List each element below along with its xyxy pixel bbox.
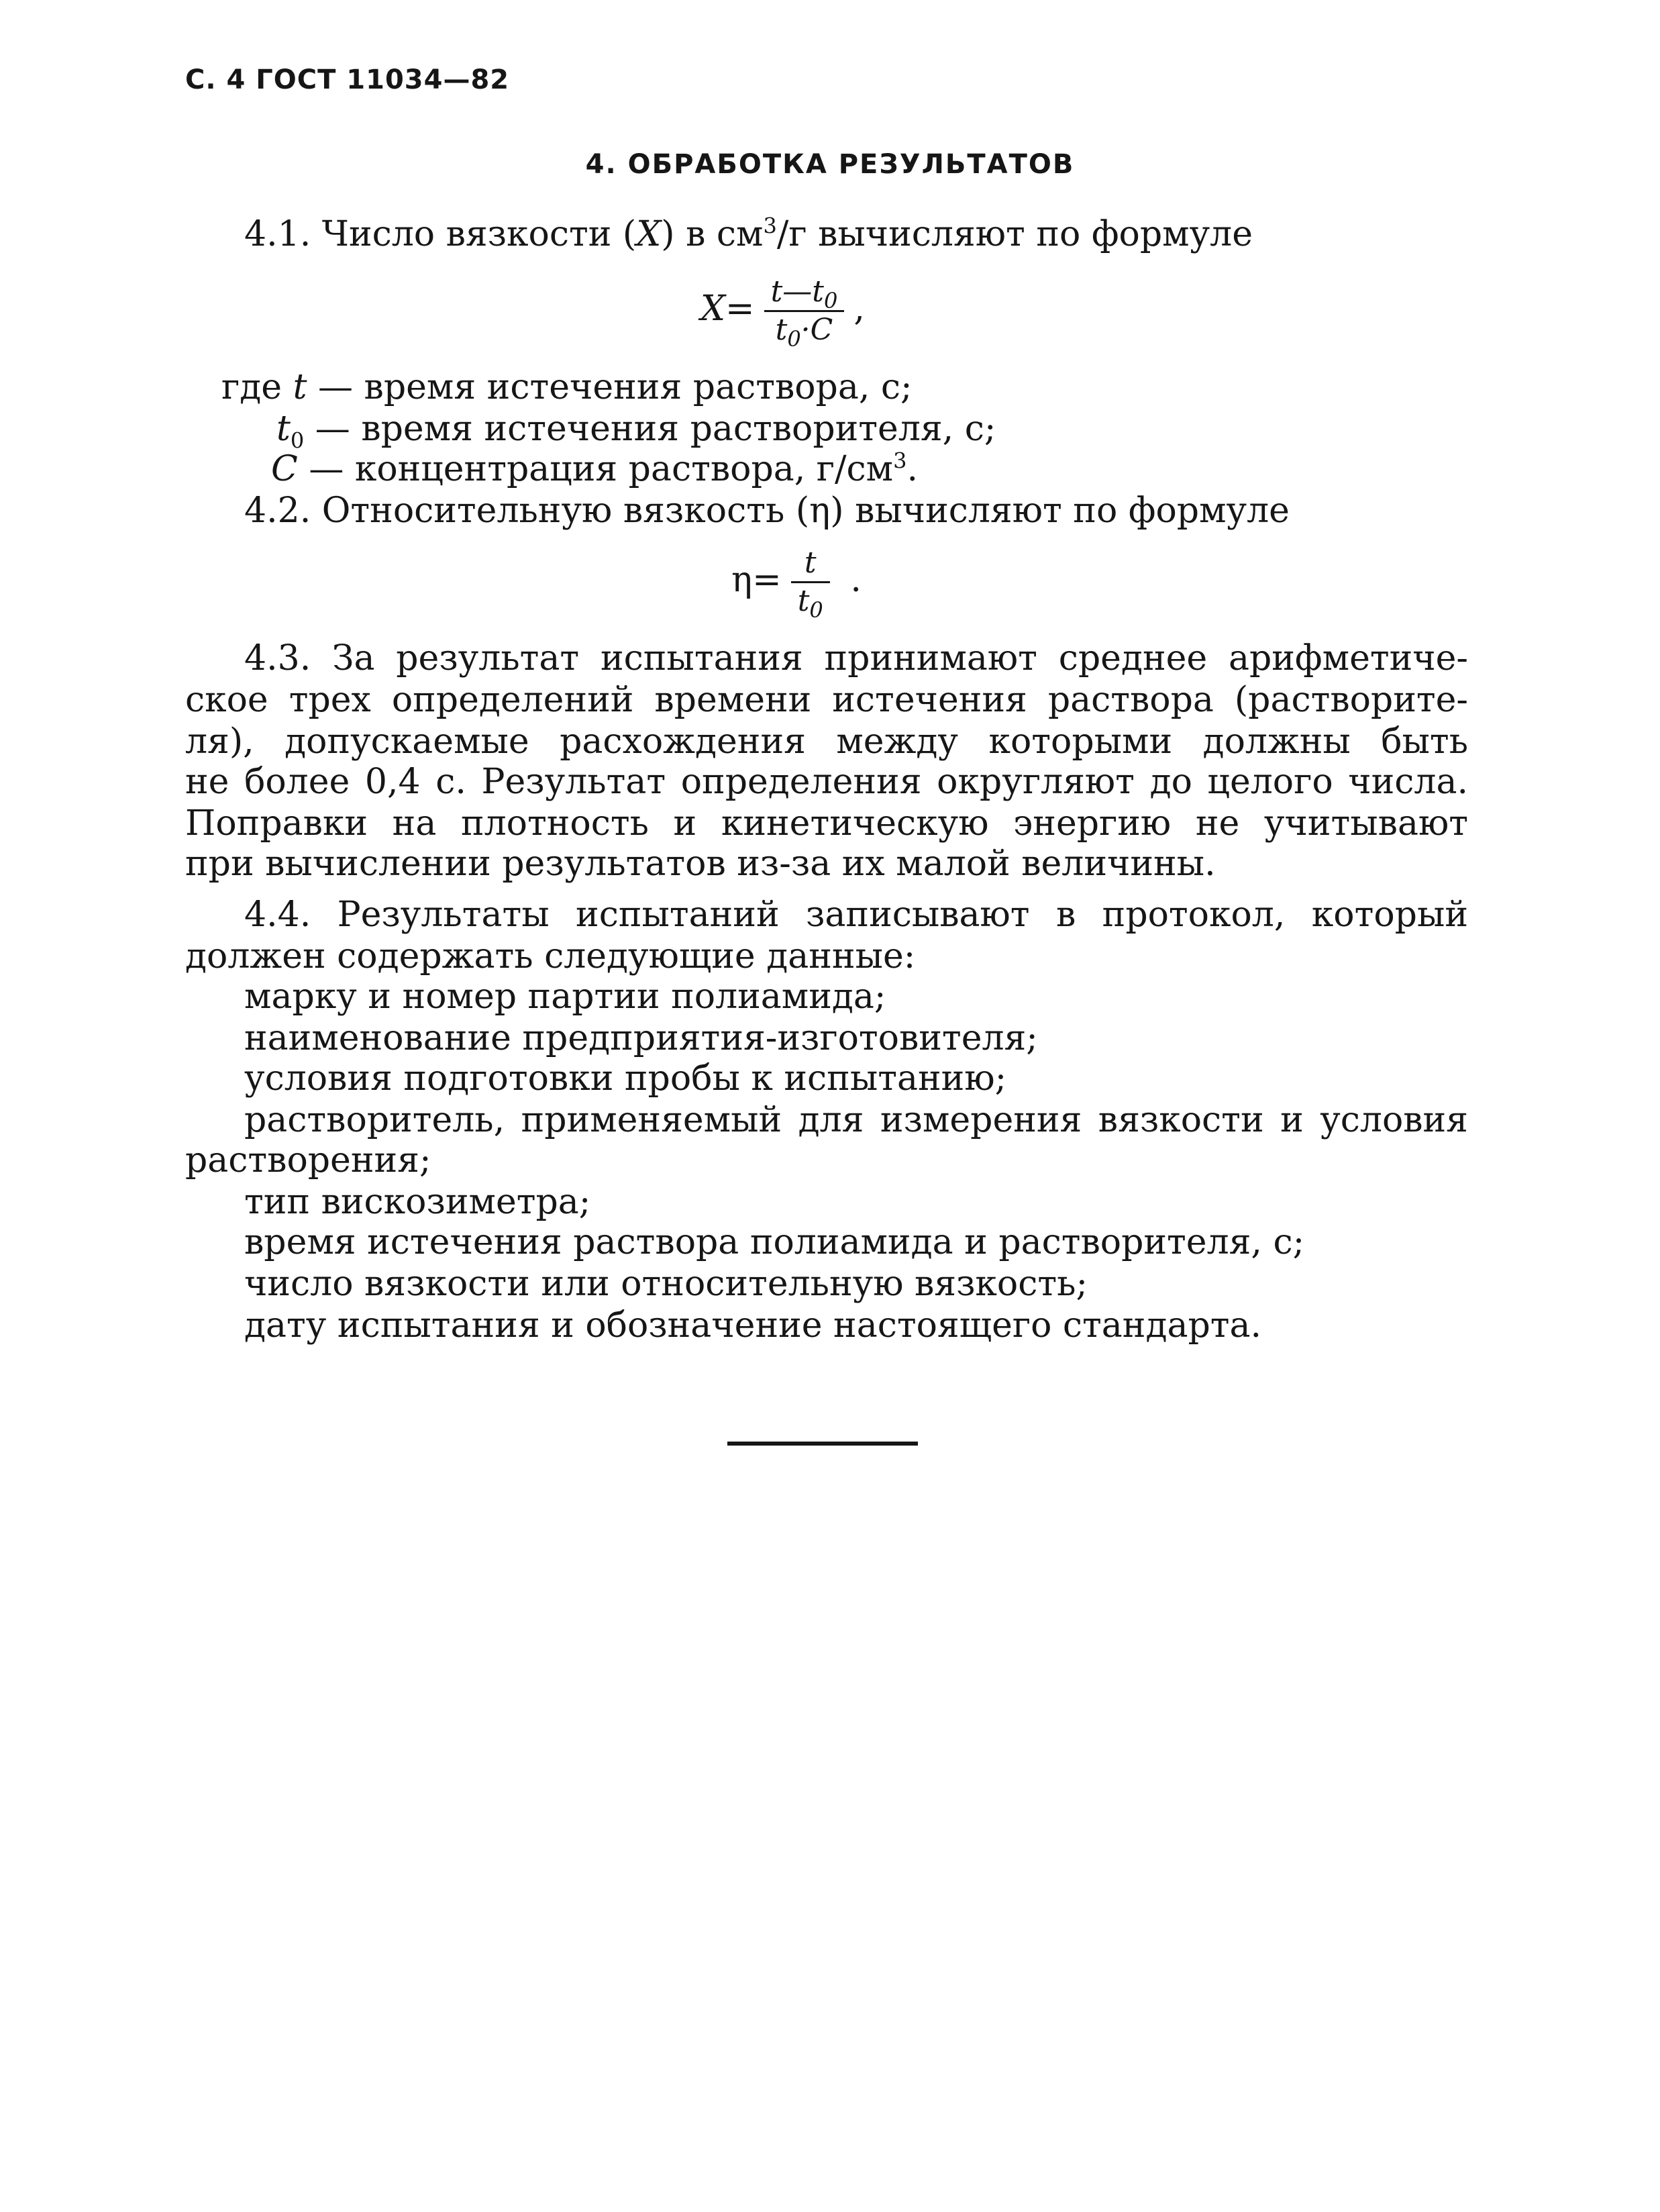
paragraph-4-3-line: ля), допускаемые расхождения между которыми должны быть — [185, 721, 1468, 762]
section-title: 4. ОБРАБОТКА РЕЗУЛЬТАТОВ — [585, 149, 1075, 180]
list-item: время истечения раствора полиамида и растворителя, с; — [244, 1222, 1305, 1262]
paragraph-4-1: 4.1. Число вязкости (X) в $см^3/г$ вычисляют по формуле — [244, 213, 1253, 254]
list-item: тип вискозиметра; — [244, 1182, 591, 1222]
paragraph-4-4-line: 4.4. Результаты испытаний записывают в протокол, который — [244, 895, 1468, 935]
fraction: $\frac{t}{t_0}$ — [791, 545, 830, 619]
where-line-c: C — концентрация раствора, $г/см^3$. — [271, 448, 919, 489]
list-item: число вязкости или относительную вязкость; — [244, 1264, 1088, 1304]
list-item: марку и номер партии полиамида; — [244, 976, 886, 1017]
list-item: дату испытания и обозначение настоящего стандарта. — [244, 1305, 1262, 1346]
paragraph-4-3-line: 4.3. За результат испытания принимают среднее арифметиче- — [244, 638, 1468, 678]
formula-viscosity-number: X= $\frac{t—t_0}{t_0\cdot C}$ , — [701, 274, 865, 352]
where-line-t: где t — время истечения раствора, с; — [221, 367, 913, 407]
paragraph-4-3-line: не более 0,4 с. Результат определения округляют до целого числа. — [185, 762, 1468, 802]
fraction: $\frac{t—t_0}{t_0\cdot C}$ — [764, 274, 845, 348]
paragraph-4-3-line: при вычислении результатов из-за их малой величины. — [185, 844, 1216, 884]
where-line-t0: $t_0$ — время истечения растворителя, с; — [276, 409, 996, 454]
list-item: условия подготовки пробы к испытанию; — [244, 1058, 1007, 1099]
list-item-continuation: растворения; — [185, 1140, 431, 1180]
list-item: наименование предприятия-изготовителя; — [244, 1018, 1038, 1058]
end-divider — [727, 1442, 918, 1446]
paragraph-4-2: 4.2. Относительную вязкость (η) вычисляют по формуле — [244, 491, 1290, 531]
page-header: С. 4 ГОСТ 11034—82 — [185, 64, 510, 95]
paragraph-4-3-line: ское трех определений времени истечения раствора (растворите- — [185, 680, 1468, 720]
paragraph-4-4-line: должен содержать следующие данные: — [185, 936, 916, 976]
paragraph-4-3-line: Поправки на плотность и кинетическую энергию не учитывают — [185, 803, 1468, 844]
formula-relative-viscosity: η= $\frac{t}{t_0}$ . — [731, 546, 862, 623]
list-item: растворитель, применяемый для измерения вязкости и условия — [244, 1100, 1468, 1140]
